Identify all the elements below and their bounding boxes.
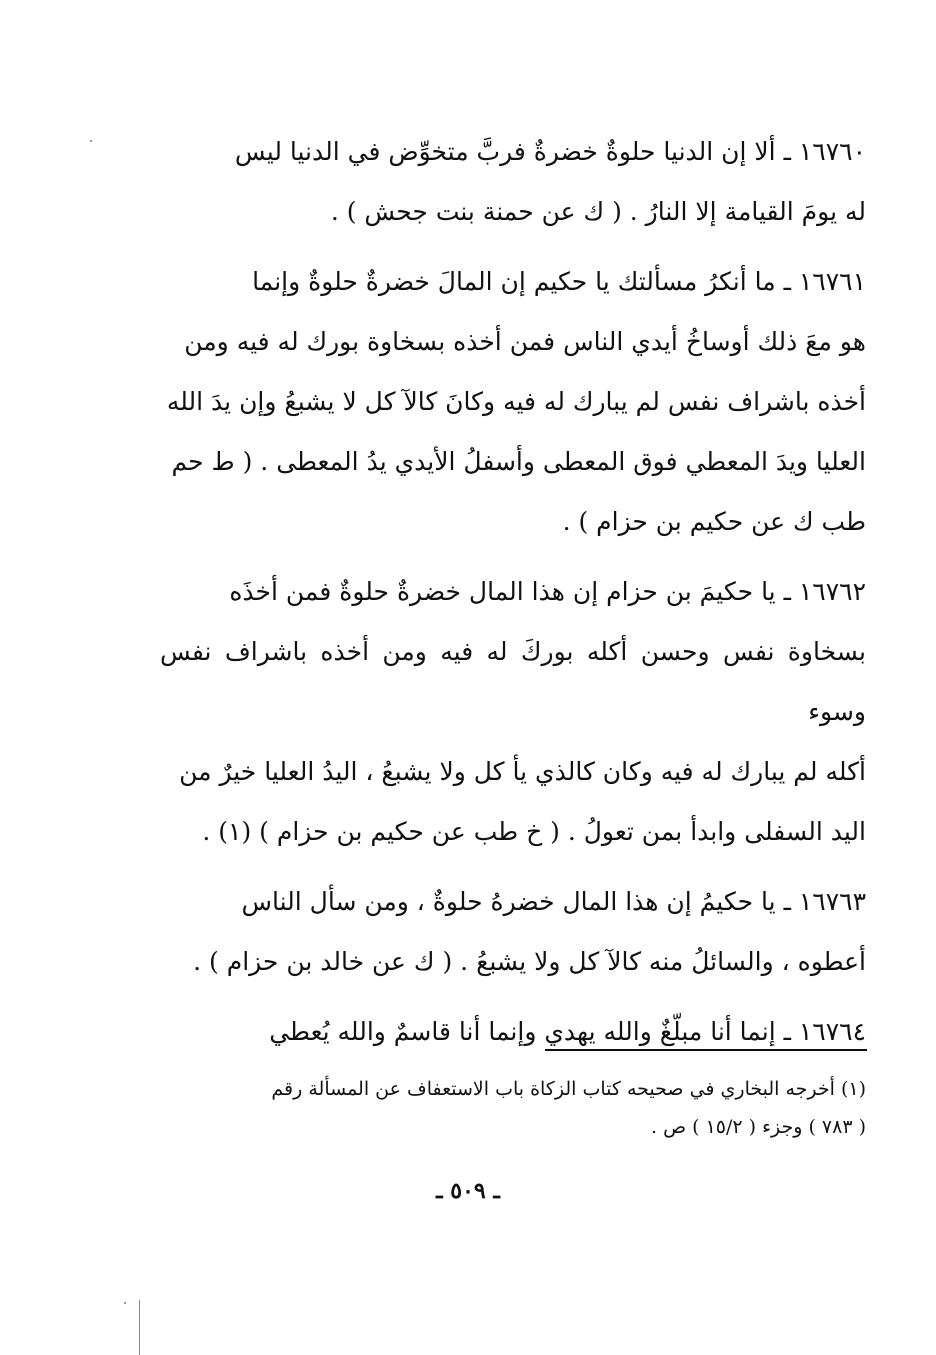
footnote-line: ( ٧٨٣ ) وجزء ( ١٥/٢ ) ص . [651, 1116, 866, 1138]
hadith-line: ١٦٧٦٤ ـ إنما أنا مبلّغٌ والله يهدي وإنما أنا قاسمٌ والله يُعطي [269, 1017, 866, 1046]
footnote [160, 1070, 866, 1146]
hadith-line: ١٦٧٦٣ ـ يا حكيمُ إن هذا المال خضرهُ حلوةٌ ، ومن سأل الناس [241, 887, 866, 916]
hadith-line: طب ك عن حكيم بن حزام ) . [562, 507, 866, 536]
hadith-line: اليد السفلى وابدأ بمن تعولُ . ( خ طب عن حكيم بن حزام ) (١) . [202, 817, 866, 846]
hadith-16761 [160, 252, 866, 552]
page-number: ـ ٥٠٩ ـ [436, 1178, 500, 1204]
page-body [160, 122, 866, 1072]
hadith-16764 [160, 1002, 866, 1062]
hadith-line: ١٦٧٦١ ـ ما أنكرُ مسألتك يا حكيم إن المالَ خضرةٌ حلوةٌ وإنما [252, 267, 866, 296]
hadith-line: ١٦٧٦٠ ـ ألا إن الدنيا حلوةٌ خضرةٌ فربَّ متخوِّض في الدنيا ليس [234, 137, 866, 166]
hadith-line: له يومَ القيامة إلا النارُ . ( ك عن حمنة بنت جحش ) . [330, 197, 866, 226]
hadith-line: أكله لم يبارك له فيه وكان كالذي يأ كل ولا يشبعُ ، اليدُ العليا خيرٌ من [179, 757, 866, 786]
margin-line [139, 1300, 140, 1355]
hadith-line: ١٦٧٦٢ ـ يا حكيمَ بن حزام إن هذا المال خضرةٌ حلوةٌ فمن أخذَه [229, 577, 866, 606]
hadith-line: العليا ويدَ المعطي فوق المعطى وأسفلُ الأيدي يدُ المعطى . ( ط حم [171, 447, 866, 476]
hadith-16762 [160, 562, 866, 862]
hadith-line: أخذه باشراف نفس لم يبارك له فيه وكانَ كالآ كل لا يشبعُ وإن يدَ الله [166, 387, 866, 416]
hadith-16760 [160, 122, 866, 242]
footnote-separator [545, 1049, 867, 1051]
hadith-16763 [160, 872, 866, 992]
hadith-line: بسخاوة نفس وحسن أكله بوركَ له فيه ومن أخذه باشراف نفس وسوء [160, 637, 866, 726]
footnote-line: (١) أخرجه البخاري في صحيحه كتاب الزكاة باب الاستعفاف عن المسألة رقم [271, 1078, 866, 1100]
hadith-line: هو معَ ذلك أوساخُ أيدي الناس فمن أخذه بسخاوة بورك له فيه ومن [184, 327, 866, 356]
scan-speck [124, 1302, 126, 1304]
scan-speck [90, 140, 92, 142]
hadith-line: أعطوه ، والسائلُ منه كالآ كل ولا يشبعُ . ( ك عن خالد بن حزام ) . [193, 947, 866, 976]
